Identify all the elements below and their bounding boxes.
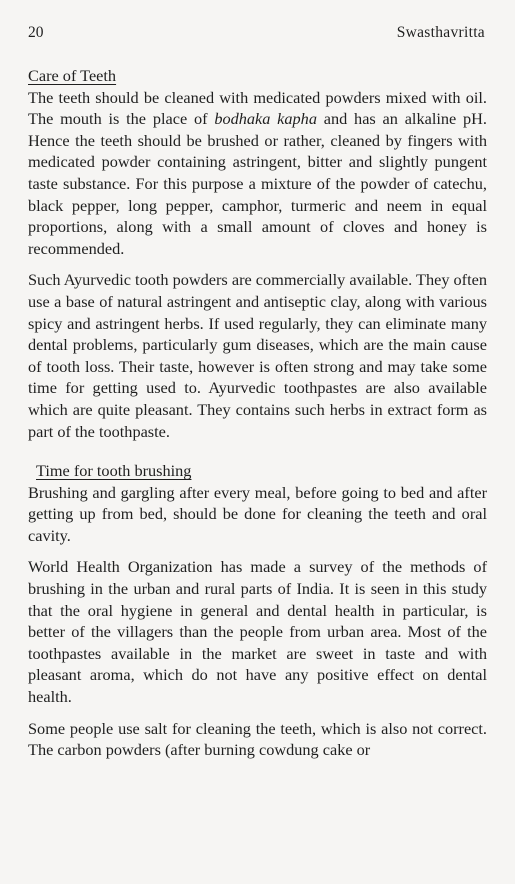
paragraph [28, 87, 487, 260]
section-heading-time-for-tooth-brushing: Time for tooth brushing [36, 461, 192, 481]
paragraph: World Health Organization has made a survey of the methods of brushing in the urban and rural parts of India. It is seen in this study that the oral hygiene in general and dental health in particular, is better of the villagers than the people from urban area. Most of the toothpastes available in the market are sweet in taste and with pleasant aroma, which do not have any positive effect on dental health. [28, 557, 487, 707]
section-heading-care-of-teeth: Care of Teeth [28, 66, 117, 85]
page-number: 20 [28, 24, 44, 41]
italic-term: bodhaka kapha [214, 109, 317, 129]
page-body [28, 65, 487, 761]
paragraph: Brushing and gargling after every meal, before going to bed and after getting up from bed, should be done for cleaning the teeth and oral cavity. [28, 482, 487, 545]
paragraph: Such Ayurvedic tooth powders are commercially available. They often use a base of natural astringent and antiseptic clay, along with various spicy and astringent herbs. If used regularly, they can eliminate many dental problems, particularly gum diseases, which are the main cause of tooth loss. Their taste, however is often strong and may take some time for getting used to. Ayurvedic toothpastes are also available which are quite pleasant. They contains such herbs in extract form as part of the toothpaste. [28, 270, 487, 441]
page-header [28, 24, 485, 46]
paragraph: Some people use salt for cleaning the teeth, which is also not correct. The carbon powders (after burning cowdung cake or [28, 718, 487, 760]
paragraph-text: The teeth should be cleaned with medicated powders mixed with oil. The mouth is the place of [28, 87, 487, 129]
running-title: Swasthavritta [396, 24, 485, 41]
paragraph-text: and has an alkaline pH. Hence the teeth should be brushed or rather, cleaned by fingers with medicated powder containing astringent, bitter and slightly pungent taste substance. For this purpose a mixture of the powder of catechu, black pepper, long pepper, camphor, turmeric and neem in equal proportions, along with a small amount of cloves and honey is recommended. [28, 109, 487, 258]
